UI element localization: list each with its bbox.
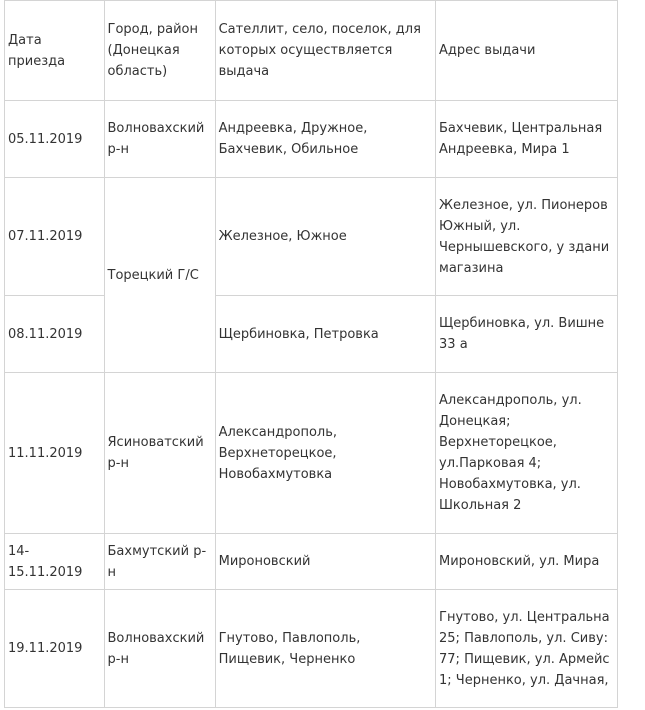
header-settlements: Сателлит, село, поселок, для которых осуществляется выдача bbox=[215, 1, 435, 101]
table-row bbox=[5, 178, 618, 296]
table-row bbox=[5, 296, 618, 373]
cell-district: Ясиноватский р-н bbox=[104, 373, 215, 534]
header-city-district: Город, район (Донецкая область) bbox=[104, 1, 215, 101]
cell-settlements: Железное, Южное bbox=[215, 178, 435, 296]
table-row bbox=[5, 590, 618, 708]
table-row bbox=[5, 101, 618, 178]
cell-date: 14-15.11.2019 bbox=[5, 534, 105, 590]
cell-address: Мироновский, ул. Мира bbox=[436, 534, 618, 590]
header-arrival-date: Дата приезда bbox=[5, 1, 105, 101]
cell-settlements: Мироновский bbox=[215, 534, 435, 590]
cell-district: Волновахский р-н bbox=[104, 590, 215, 708]
cell-district: Торецкий Г/С bbox=[104, 178, 215, 373]
table-row bbox=[5, 373, 618, 534]
table-header-row bbox=[5, 1, 618, 101]
table-row bbox=[5, 534, 618, 590]
cell-address: Александрополь, ул. Донецкая; Верхнеторецкое, ул.Парковая 4; Новобахмутовка, ул. Школьная 2 bbox=[436, 373, 618, 534]
distribution-schedule-table bbox=[4, 0, 618, 708]
cell-date: 08.11.2019 bbox=[5, 296, 105, 373]
cell-date: 05.11.2019 bbox=[5, 101, 105, 178]
cell-address: Гнутово, ул. Центральна 25; Павлополь, ул. Сиву: 77; Пищевик, ул. Армейс 1; Черненко, ул. Дачная, bbox=[436, 590, 618, 708]
cell-date: 19.11.2019 bbox=[5, 590, 105, 708]
cell-address: Бахчевик, Центральная Андреевка, Мира 1 bbox=[436, 101, 618, 178]
cell-date: 07.11.2019 bbox=[5, 178, 105, 296]
header-pickup-address: Адрес выдачи bbox=[436, 1, 618, 101]
cell-settlements: Щербиновка, Петровка bbox=[215, 296, 435, 373]
cell-settlements: Александрополь, Верхнеторецкое, Новобахмутовка bbox=[215, 373, 435, 534]
cell-district: Волновахский р-н bbox=[104, 101, 215, 178]
cell-address: Щербиновка, ул. Вишне 33 а bbox=[436, 296, 618, 373]
cell-date: 11.11.2019 bbox=[5, 373, 105, 534]
cell-settlements: Андреевка, Дружное, Бахчевик, Обильное bbox=[215, 101, 435, 178]
cell-district: Бахмутский р-н bbox=[104, 534, 215, 590]
cell-settlements: Гнутово, Павлополь, Пищевик, Черненко bbox=[215, 590, 435, 708]
cell-address: Железное, ул. Пионеров Южный, ул. Чернышевского, у здани магазина bbox=[436, 178, 618, 296]
